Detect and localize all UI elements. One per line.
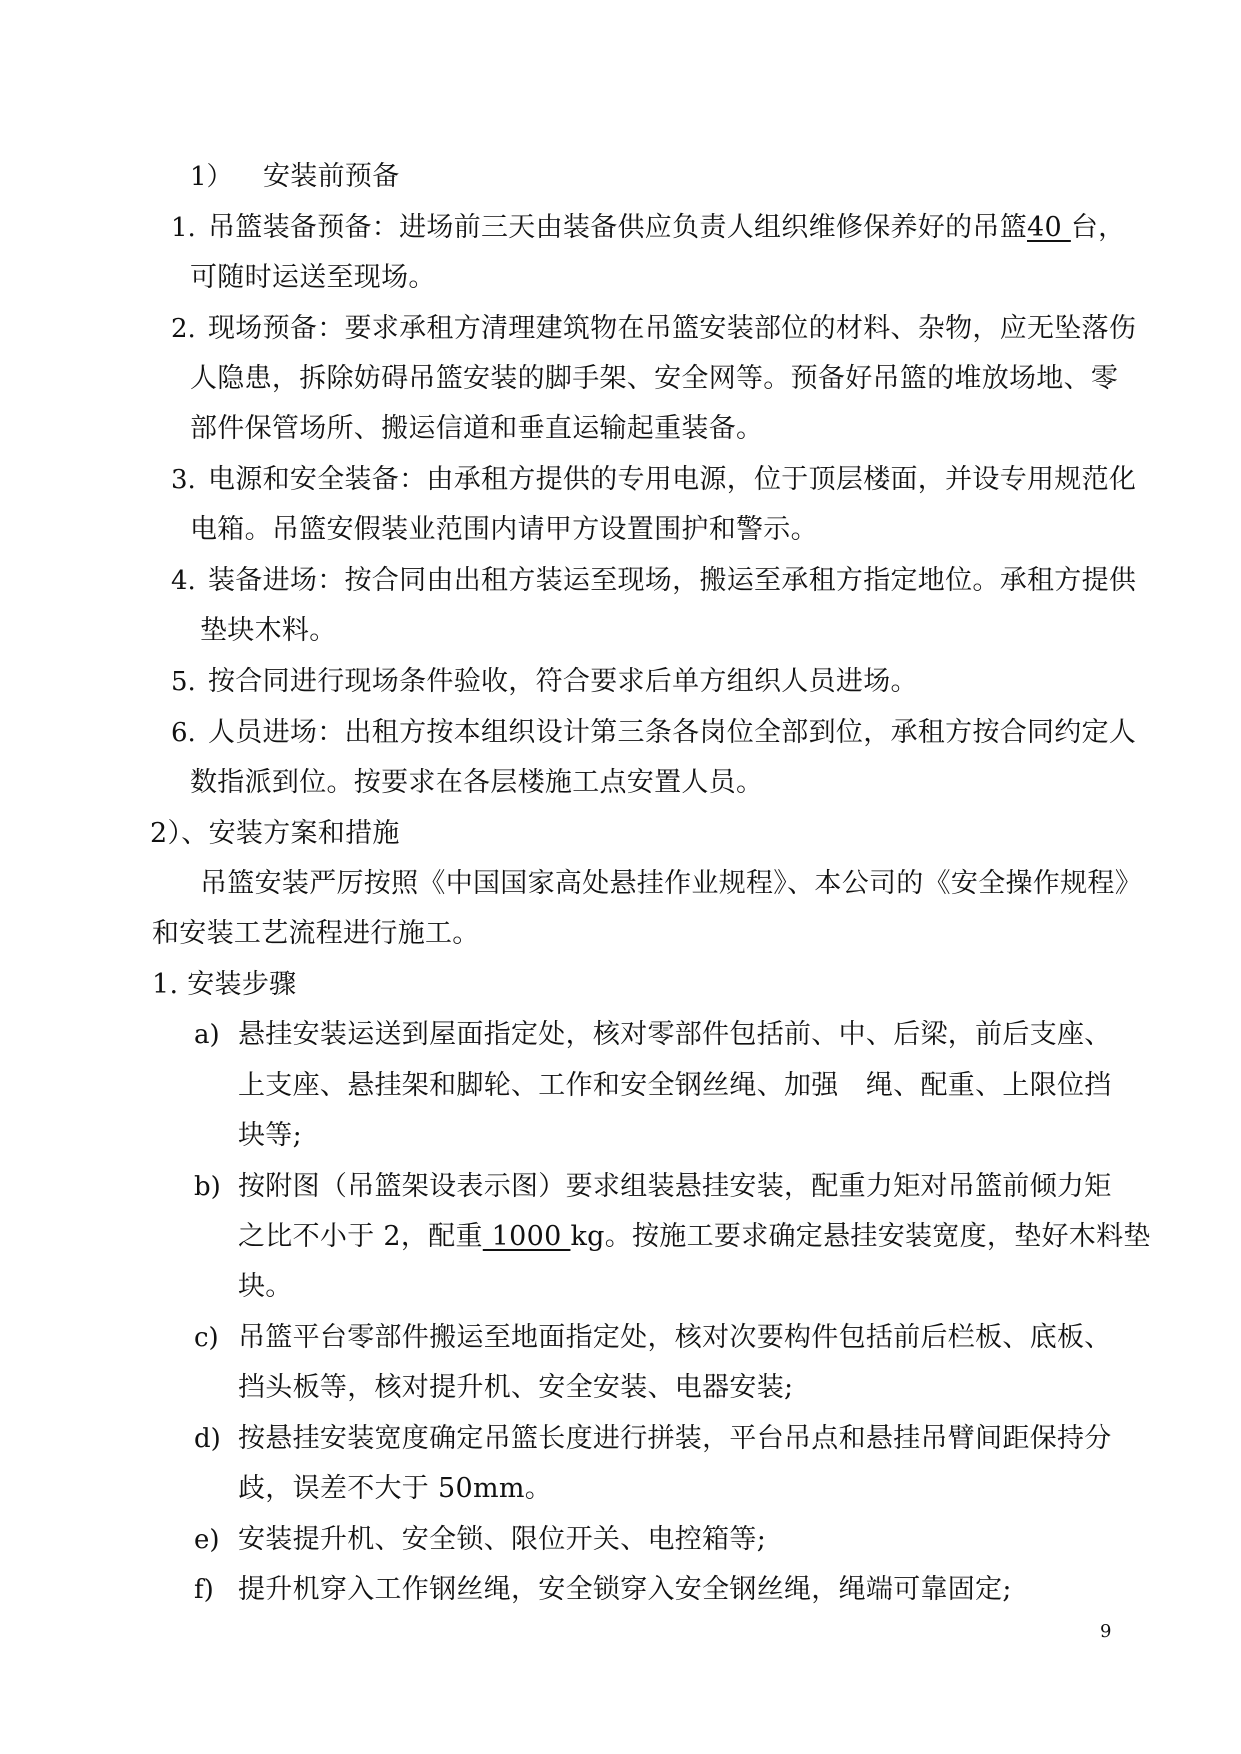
step-line: 按悬挂安装宽度确定吊篮长度进行拼装，平台吊点和悬挂吊臂间距保持分: [238, 1423, 1112, 1454]
list-item-number: 2.: [171, 314, 196, 344]
step-line: 歧，误差不大于 50mm。: [238, 1473, 553, 1504]
list-item-number: 6.: [171, 718, 196, 748]
step-label: a): [194, 1020, 220, 1050]
paragraph-line: 和安装工艺流程进行施工。: [152, 918, 480, 949]
list-item-line: 垫块木料。: [200, 615, 337, 646]
list-item-line: 人隐患，拆除妨碍吊篮安装的脚手架、安全网等。预备好吊篮的堆放场地、零: [190, 363, 1119, 394]
step-label: d): [194, 1424, 221, 1454]
list-item-line: 电源和安全装备：由承租方提供的专用电源，位于顶层楼面，并设专用规范化: [208, 464, 1137, 495]
list-item-number: 5.: [171, 667, 196, 697]
step-line: 块。: [238, 1271, 293, 1302]
paragraph-line: 吊篮安装严厉按照《中国国家高处悬挂作业规程》、本公司的《安全操作规程》: [200, 868, 1142, 899]
list-item-line: 电箱。吊篮安假装业范围内请甲方设置围护和警示。: [190, 514, 818, 545]
section1-heading: 安装前预备: [263, 161, 400, 192]
step-line: 吊篮平台零部件搬运至地面指定处，核对次要构件包括前后栏板、底板、: [238, 1322, 1112, 1353]
step-line: 提升机穿入工作钢丝绳，安全锁穿入安全钢丝绳，绳端可靠固定;: [238, 1574, 1012, 1605]
list-item-line: 可随时运送至现场。: [190, 262, 436, 293]
step-line: 块等;: [238, 1120, 302, 1151]
step-label: b): [194, 1172, 221, 1202]
list-item-line: 数指派到位。按要求在各层楼施工点安置人员。: [190, 767, 764, 798]
list-item-line: 部件保管场所、搬运信道和垂直运输起重装备。: [190, 413, 764, 444]
underlined-value: 40: [1027, 212, 1071, 243]
list-item-line: 装备进场：按合同由出租方装运至现场，搬运至承租方指定地位。承租方提供: [208, 565, 1137, 596]
section2-heading: 2）、安装方案和措施: [150, 818, 400, 849]
list-item-line: 吊篮装备预备：进场前三天由装备供应负责人组织维修保养好的吊篮40 台，: [208, 212, 1126, 243]
section1-heading-number: 1）: [190, 162, 233, 192]
list-item-line: 现场预备：要求承租方清理建筑物在吊篮安装部位的材料、杂物，应无坠落伤: [208, 313, 1137, 344]
step-line: 上支座、悬挂架和脚轮、工作和安全钢丝绳、加强 绳、配重、上限位挡: [238, 1070, 1112, 1101]
step-line: 安装提升机、安全锁、限位开关、电控箱等;: [238, 1524, 767, 1555]
step-label: c): [194, 1323, 219, 1353]
step-line: 悬挂安装运送到屋面指定处，核对零部件包括前、中、后梁，前后支座、: [238, 1019, 1112, 1050]
list-item-number: 1.: [171, 213, 196, 243]
step-label: f): [194, 1575, 214, 1605]
step-label: e): [194, 1525, 220, 1555]
step-line: 之比不小于 2，配重 1000 kg。按施工要求确定悬挂安装宽度，垫好木料垫: [238, 1221, 1151, 1252]
step-line: 挡头板等，核对提升机、安全安装、电器安装;: [238, 1372, 794, 1403]
underlined-value: 1000: [482, 1221, 571, 1252]
step-line: 按附图（吊篮架设表示图）要求组装悬挂安装，配重力矩对吊篮前倾力矩: [238, 1171, 1112, 1202]
steps-heading: 1. 安装步骤: [152, 969, 297, 1000]
list-item-number: 4.: [171, 566, 196, 596]
list-item-line: 按合同进行现场条件验收，符合要求后单方组织人员进场。: [208, 666, 918, 697]
page-number: 9: [1100, 1621, 1112, 1642]
list-item-line: 人员进场：出租方按本组织设计第三条各岗位全部到位，承租方按合同约定人: [208, 717, 1137, 748]
list-item-number: 3.: [171, 465, 196, 495]
